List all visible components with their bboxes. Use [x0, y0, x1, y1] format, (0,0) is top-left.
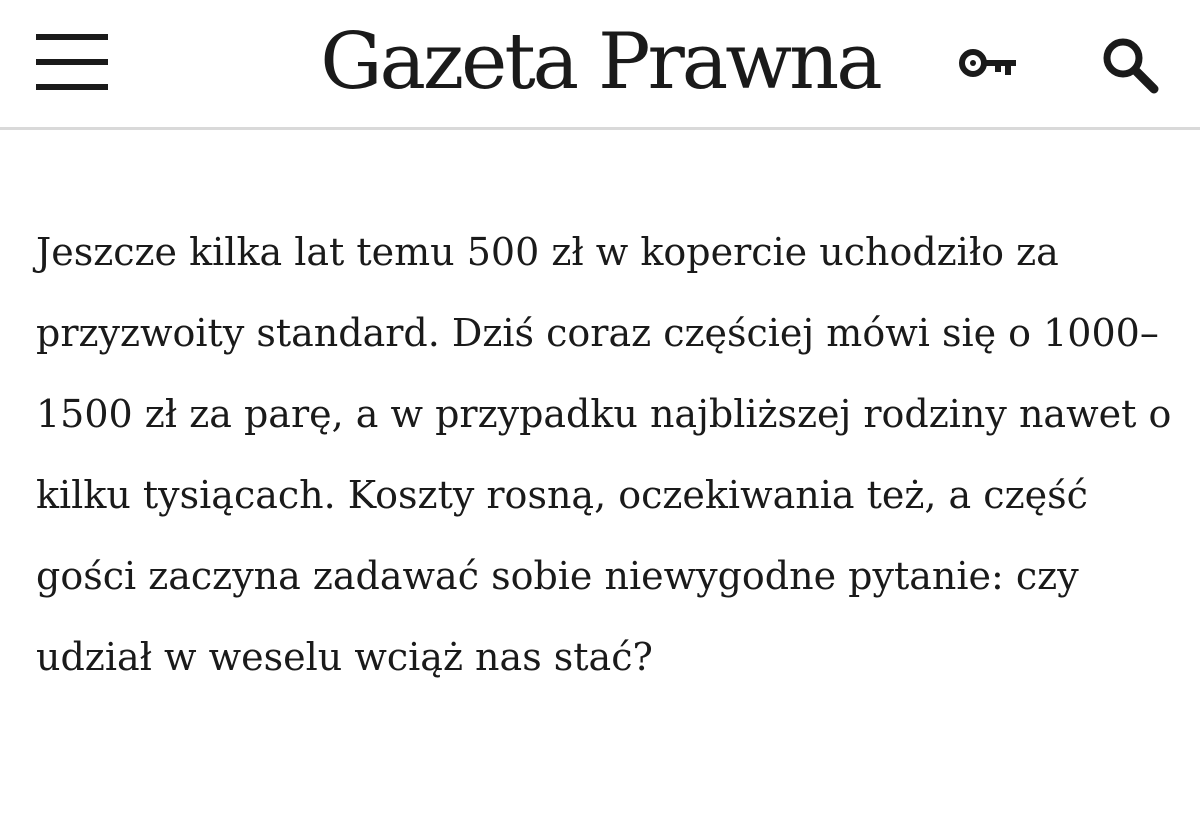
menu-button[interactable] — [36, 34, 108, 90]
hamburger-menu-icon — [36, 34, 108, 40]
site-logo[interactable]: Gazeta Prawna — [320, 17, 880, 107]
top-header — [0, 0, 1200, 130]
hamburger-menu-icon — [36, 84, 108, 90]
login-button[interactable] — [958, 45, 1020, 81]
search-icon — [1100, 36, 1160, 94]
hamburger-menu-icon — [36, 59, 108, 65]
search-button[interactable] — [1100, 36, 1160, 94]
article-lead-paragraph: Jeszcze kilka lat temu 500 zł w kopercie uchodziło za przyzwoity standard. Dziś coraz częściej mówi się o 1000–1500 zł za parę, a w przypadku najbliższej rodziny nawet o kilku tysiącach. Koszty rosną, oczekiwania też, a część gości zaczyna zadawać sobie niewygodne pytanie: czy udział w weselu wciąż nas stać? — [36, 230, 1172, 679]
key-icon — [958, 45, 1020, 81]
